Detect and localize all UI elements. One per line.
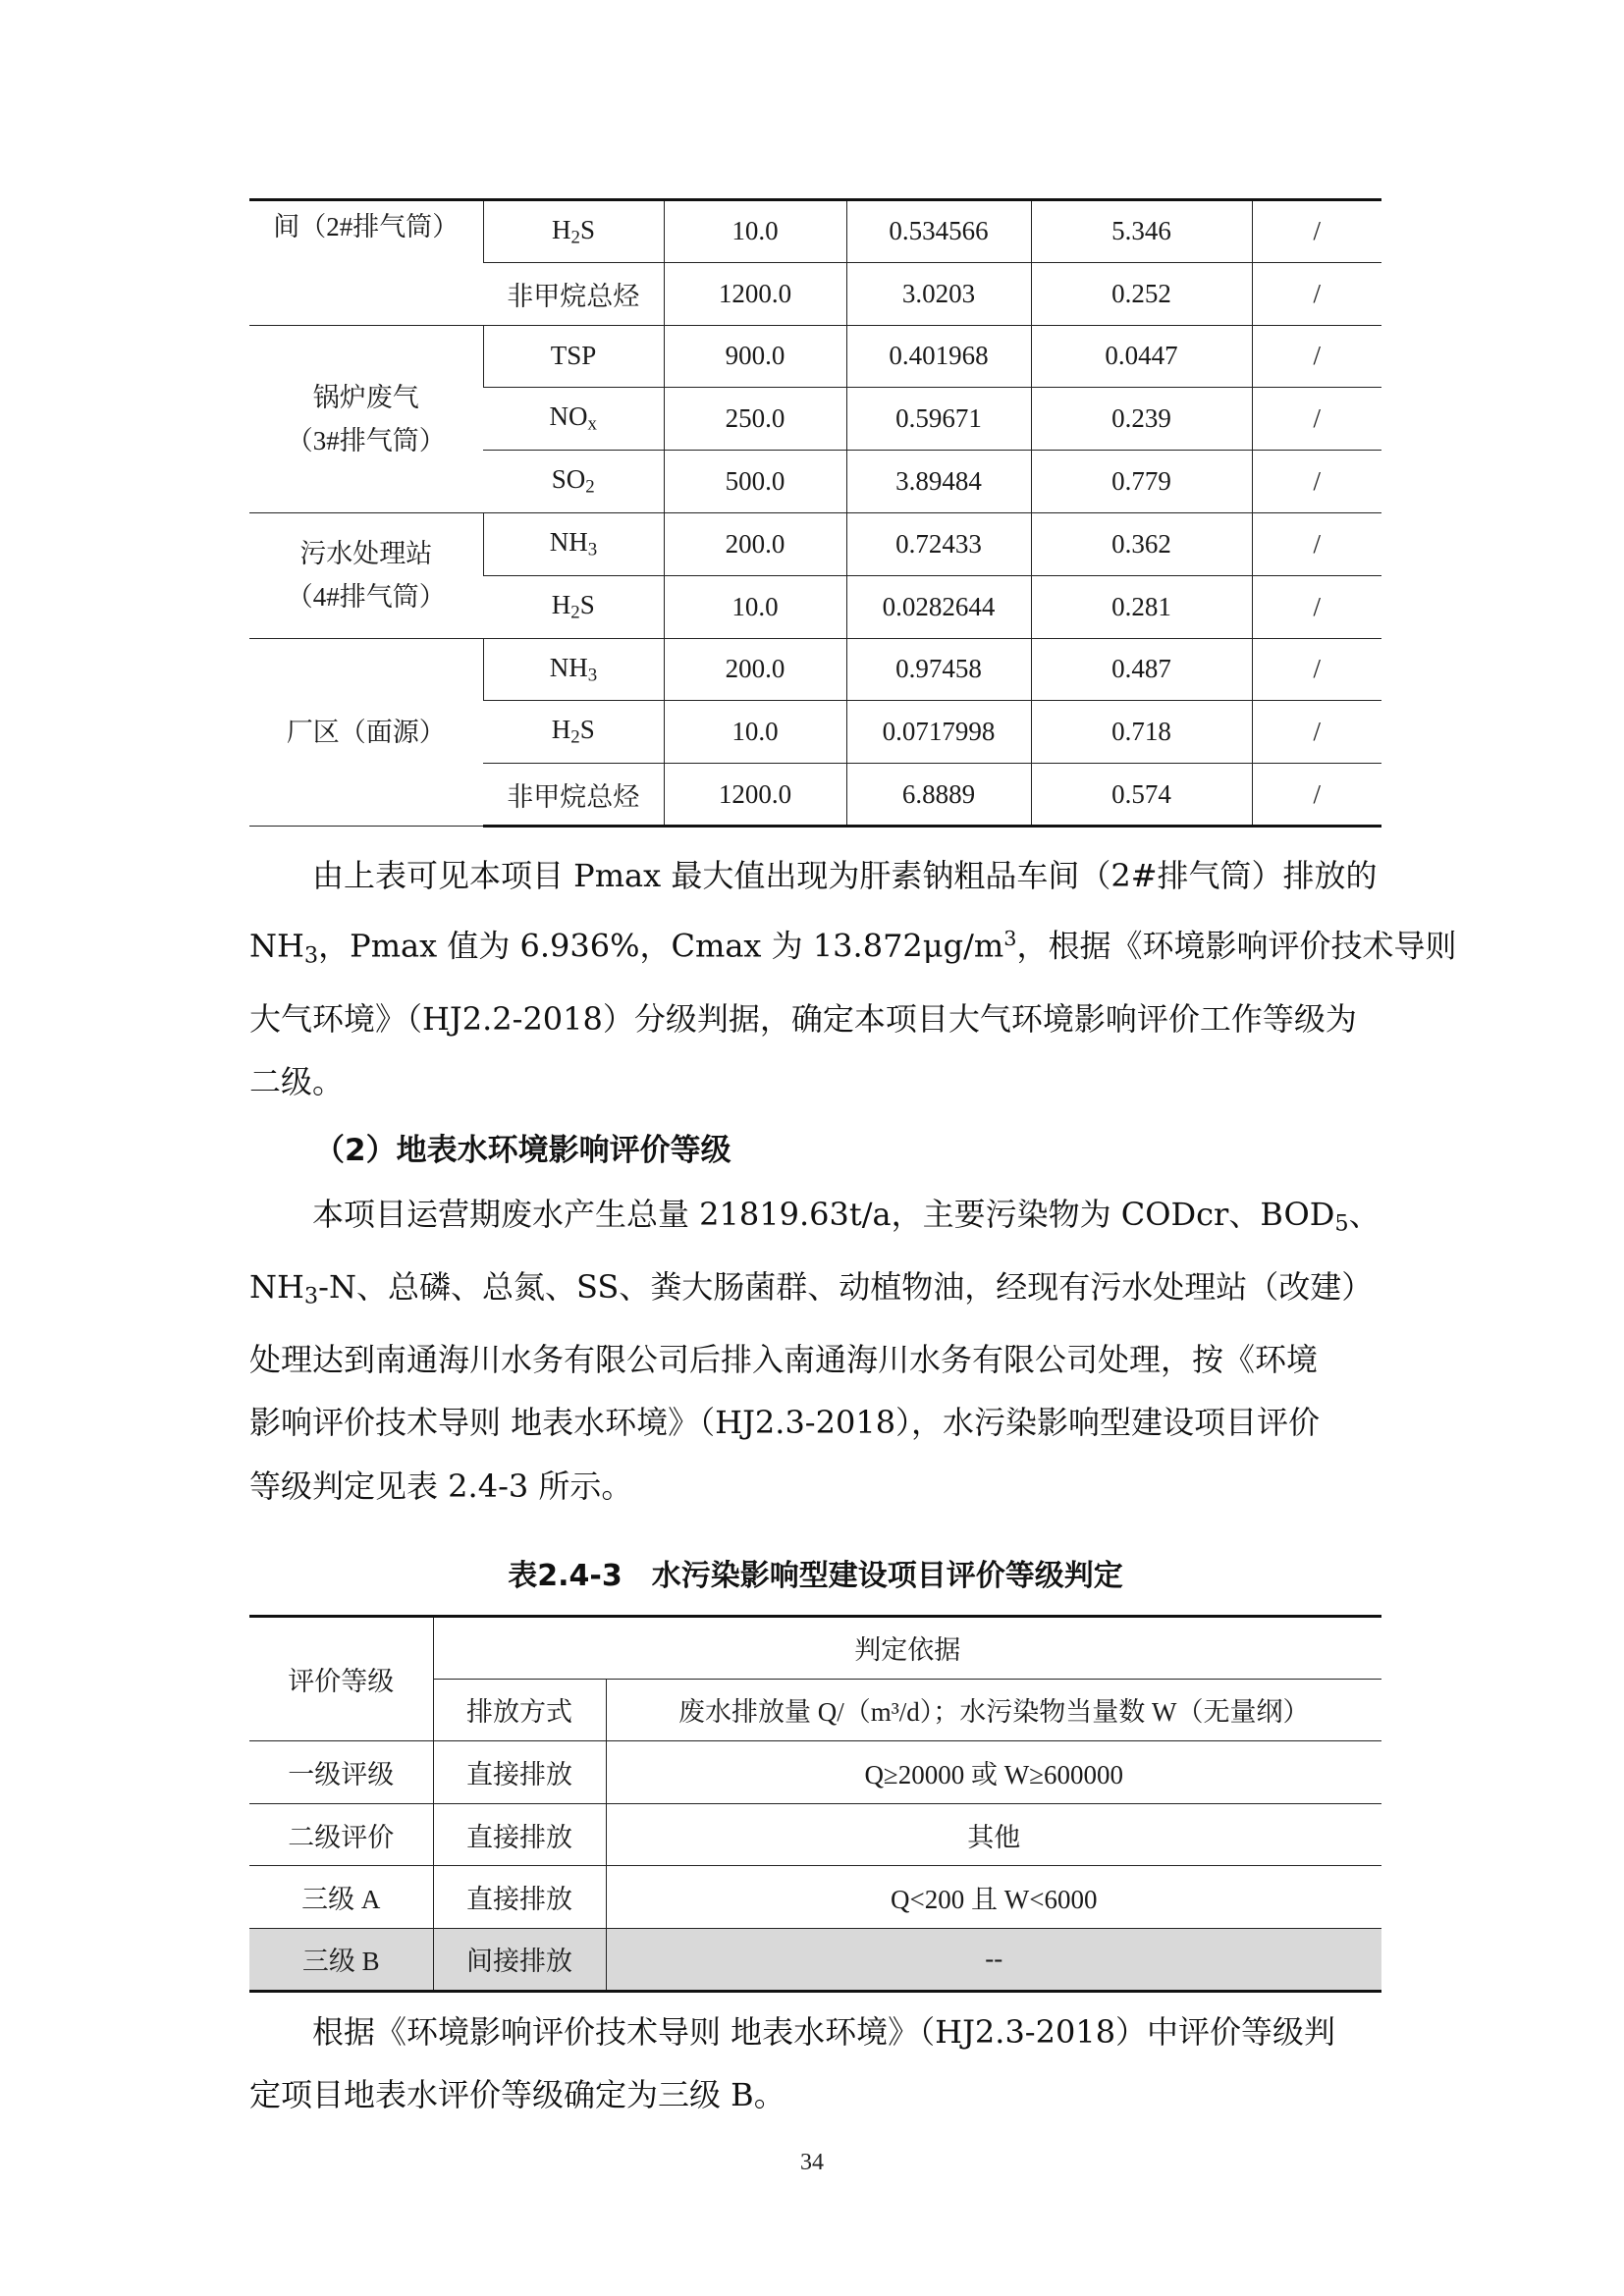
method-cell: 直接排放 [433,1866,606,1929]
pollutant-cell: $SO_2$ [483,451,664,513]
grade-cell: 一级评级 [249,1741,433,1804]
air-emission-table [249,198,1381,828]
table-row [249,1866,1381,1929]
paragraph-air-conclusion: 由上表可见本项目 Pmax 最大值出现为肝素钠粗品车间（2#排气筒）排放的 $NH_3$，Pmax 值为 6.936%，Cmax 为 $13.872\mu g/m^3$，根据《环境影响评价技术导则 大气环境》（HJ2.2-2018）分级判据，确定本项目大气环境影响评价工作等级为 二级。 [249,857,1457,1101]
header-grade: 评价等级 [249,1617,433,1741]
standard-cell: 900.0 [664,325,846,388]
paragraph-wastewater: 本项目运营期废水产生总量 21819.63t/a，主要污染物为 CODcr、$BOD_5$、 $NH_3-N$、总磷、总氮、SS、粪大肠菌群、动植物油，经现有污水处理站（改建） 处理达到南通海川水务有限公司后排入南通海川水务有限公司处理，按《环境 影响评价技术导则 地表水环境》（HJ2.3-2018），水污染影响型建设项目评价 等级判定见表 2.4-3 所示。 [249,1196,1380,1505]
pollutant-cell: 非甲烷总烃 [483,764,664,827]
page-number: 34 [800,2150,824,2175]
cmax-cell: 3.0203 [846,262,1031,325]
pollutant-cell: TSP [483,325,664,388]
standard-cell: 250.0 [664,388,846,451]
pmax-cell: 0.362 [1031,512,1252,575]
standard-cell: 10.0 [664,200,846,263]
d10-cell: / [1252,262,1381,325]
pmax-cell: 0.718 [1031,701,1252,764]
pollutant-cell: $NH_3$ [483,638,664,701]
pmax-cell: 5.346 [1031,200,1252,263]
water-grade-table [249,1615,1381,1993]
standard-cell: 200.0 [664,512,846,575]
table-row [249,512,1381,575]
table-row [249,325,1381,388]
d10-cell: / [1252,451,1381,513]
table-row [249,1741,1381,1804]
d10-cell: / [1252,325,1381,388]
d10-cell: / [1252,638,1381,701]
basis-cell: 其他 [606,1803,1381,1866]
pollutant-cell: $NH_3$ [483,512,664,575]
method-cell: 直接排放 [433,1741,606,1804]
paragraph-water-conclusion: 根据《环境影响评价技术导则 地表水环境》（HJ2.3-2018）中评价等级判 定项目地表水评价等级确定为三级 B。 [249,2013,1336,2114]
cmax-cell: 6.8889 [846,764,1031,827]
pmax-cell: 0.252 [1031,262,1252,325]
pollutant-cell: $H_2S$ [483,575,664,638]
header-quantity: 废水排放量 Q/（m³/d）；水污染物当量数 W（无量纲） [606,1679,1381,1741]
source-cell: 间（2#排气筒） [249,200,483,326]
section-heading: （2）地表水环境影响评价等级 [314,1133,731,1168]
cmax-cell: 0.0717998 [846,701,1031,764]
basis-cell: -- [606,1928,1381,1991]
pmax-cell: 0.0447 [1031,325,1252,388]
pollutant-cell: $NO_x$ [483,388,664,451]
standard-cell: 10.0 [664,701,846,764]
table-row [249,638,1381,701]
standard-cell: 1200.0 [664,764,846,827]
d10-cell: / [1252,701,1381,764]
grade-cell: 二级评价 [249,1803,433,1866]
pmax-cell: 0.281 [1031,575,1252,638]
pollutant-cell: $H_2S$ [483,200,664,263]
pmax-cell: 0.779 [1031,451,1252,513]
cmax-cell: 0.401968 [846,325,1031,388]
d10-cell: / [1252,575,1381,638]
table-row-highlighted [249,1928,1381,1991]
d10-cell: / [1252,200,1381,263]
header-method: 排放方式 [433,1679,606,1741]
table-row [249,200,1381,263]
table-header-row [249,1617,1381,1680]
standard-cell: 1200.0 [664,262,846,325]
grade-cell: 三级 B [249,1928,433,1991]
table-caption: 表2.4-3 水污染影响型建设项目评价等级判定 [508,1559,1123,1593]
method-cell: 直接排放 [433,1803,606,1866]
standard-cell: 10.0 [664,575,846,638]
cmax-cell: 3.89484 [846,451,1031,513]
cmax-cell: 0.72433 [846,512,1031,575]
standard-cell: 200.0 [664,638,846,701]
source-cell: 厂区（面源） [249,638,483,826]
pollutant-cell: $H_2S$ [483,701,664,764]
basis-cell: Q<200 且 W<6000 [606,1866,1381,1929]
grade-cell: 三级 A [249,1866,433,1929]
pollutant-cell: 非甲烷总烃 [483,262,664,325]
cmax-cell: 0.0282644 [846,575,1031,638]
cmax-cell: 0.59671 [846,388,1031,451]
cmax-cell: 0.97458 [846,638,1031,701]
standard-cell: 500.0 [664,451,846,513]
d10-cell: / [1252,388,1381,451]
table-row [249,1803,1381,1866]
d10-cell: / [1252,512,1381,575]
method-cell: 间接排放 [433,1928,606,1991]
pmax-cell: 0.239 [1031,388,1252,451]
source-cell: 锅炉废气 （3#排气筒） [249,325,483,512]
pmax-cell: 0.574 [1031,764,1252,827]
cmax-cell: 0.534566 [846,200,1031,263]
d10-cell: / [1252,764,1381,827]
basis-cell: Q≥20000 或 W≥600000 [606,1741,1381,1804]
pmax-cell: 0.487 [1031,638,1252,701]
source-cell: 污水处理站 （4#排气筒） [249,512,483,638]
header-basis: 判定依据 [433,1617,1381,1680]
